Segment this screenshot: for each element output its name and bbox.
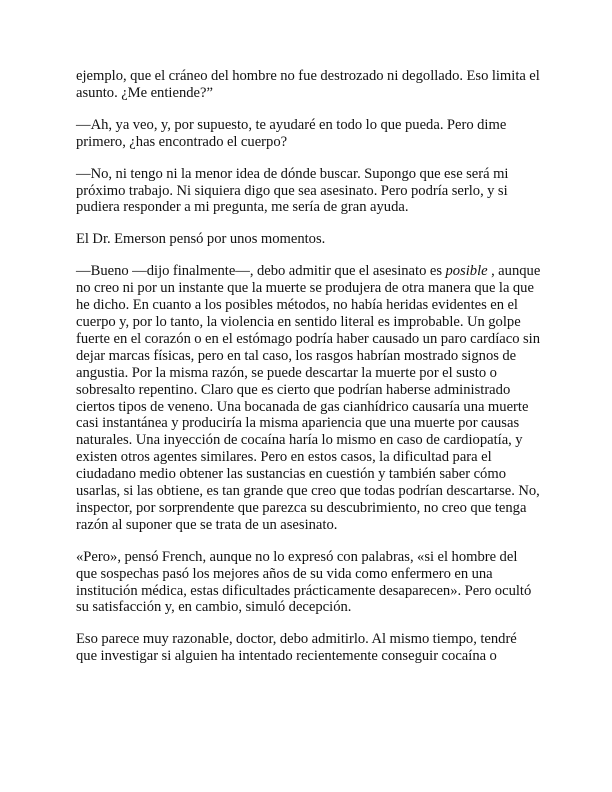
- paragraph: —Ah, ya veo, y, por supuesto, te ayudaré en todo lo que pueda. Pero dime primero, ¿has encontrado el cuerpo?: [76, 116, 507, 150]
- paragraph-text: —Bueno —dijo finalmente—, debo admitir que el asesinato es: [76, 263, 446, 280]
- paragraph: El Dr. Emerson pensó por unos momentos.: [76, 231, 326, 248]
- paragraph: —No, ni tengo ni la menor idea de dónde buscar. Supongo que ese será mi próximo trabajo. Ni siquiera digo que sea asesinato. Pero podría serlo, y si pudiera responder a mi pregunta, me sería de gran ayuda.: [76, 165, 509, 216]
- document-page: [76, 68, 541, 680]
- emphasis-text: posible: [445, 263, 488, 280]
- paragraph: [76, 263, 541, 534]
- paragraph: Eso parece muy razonable, doctor, debo admitirlo. Al mismo tiempo, tendré que investigar si alguien ha intentado recientemente conseguir cocaína o: [76, 631, 517, 665]
- paragraph: «Pero», pensó French, aunque no lo expresó con palabras, «si el hombre del que sospechas pasó los mejores años de su vida como enfermero en una institución médica, estas dificultades prácticamente desaparecen». Pero ocultó su satisfacción y, en cambio, simuló decepción.: [76, 548, 532, 616]
- paragraph: ejemplo, que el cráneo del hombre no fue destrozado ni degollado. Eso limita el asunto. ¿Me entiende?”: [76, 68, 540, 101]
- paragraph-text: , aunque no creo ni por un instante que la muerte se produjera de otra manera que la que he dicho. En cuanto a los posibles métodos, no había heridas evidentes en el cuerpo y, por lo tanto, la violencia en sentido literal es improbable. Un golpe fuerte en el corazón o en el estómago podría haber causado un paro cardíaco sin dejar marcas físicas, pero en tal caso, los rasgos habrían mostrado signos de angustia. Por la misma razón, se puede descartar la muerte por el susto o sobresalto repentino. Claro que es cierto que podrían haberse administrado ciertos tipos de veneno. Una bocanada de gas cianhídrico causaría una muerte casi instantánea y produciría la misma apariencia que una muerte por causas naturales. Una inyección de cocaína haría lo mismo en caso de cardiopatía, y existen otros agentes similares. Pero en estos casos, la dificultad para el ciudadano medio obtener las sustancias en cuestión y también saber cómo usarlas, si las obtiene, es tan grande que creo que todas podrían descartarse. No, inspector, por sorprendente que parezca su descubrimiento, no creo que tenga razón al suponer que se trata de un asesinato.: [76, 263, 541, 533]
